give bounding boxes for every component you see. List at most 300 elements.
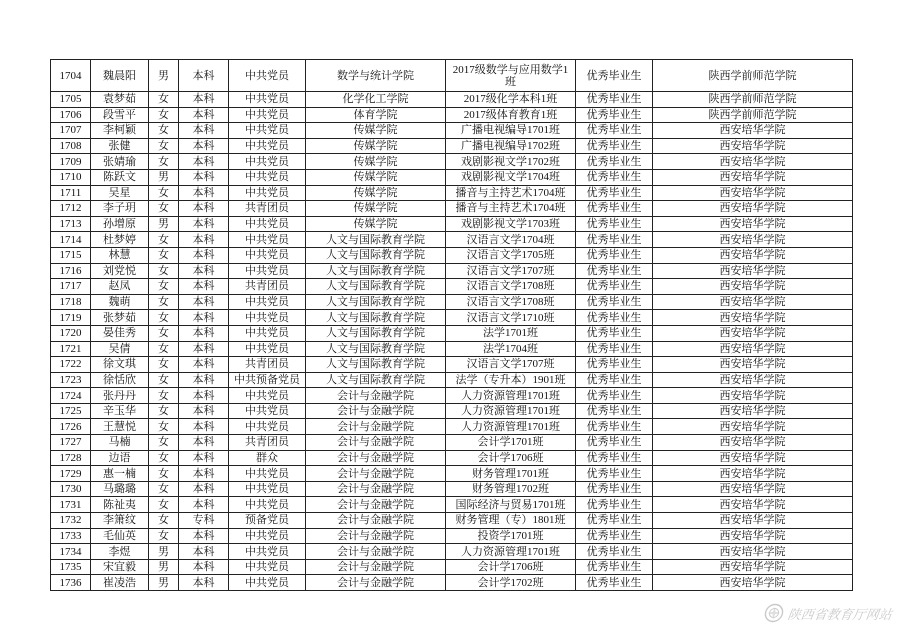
cell-political-status: 中共党员 xyxy=(229,325,306,341)
cell-class: 2017级化学本科1班 xyxy=(446,92,576,108)
cell-degree-level: 本科 xyxy=(179,388,229,404)
cell-school: 西安培华学院 xyxy=(653,403,853,419)
cell-degree-level: 本科 xyxy=(179,341,229,357)
cell-school: 西安培华学院 xyxy=(653,310,853,326)
cell-gender: 女 xyxy=(149,325,179,341)
cell-gender: 女 xyxy=(149,279,179,295)
cell-class: 戏剧影视文学1703班 xyxy=(446,216,576,232)
cell-number: 1731 xyxy=(51,497,91,513)
cell-number: 1719 xyxy=(51,310,91,326)
cell-gender: 女 xyxy=(149,388,179,404)
cell-award: 优秀毕业生 xyxy=(576,435,653,451)
table-row xyxy=(51,388,853,404)
cell-class: 国际经济与贸易1701班 xyxy=(446,497,576,513)
cell-college: 人文与国际教育学院 xyxy=(306,372,446,388)
cell-political-status: 共青团员 xyxy=(229,279,306,295)
table-row xyxy=(51,403,853,419)
table-row xyxy=(51,435,853,451)
cell-school: 西安培华学院 xyxy=(653,138,853,154)
cell-college: 会计与金融学院 xyxy=(306,403,446,419)
cell-degree-level: 本科 xyxy=(179,279,229,295)
cell-name: 徐文琪 xyxy=(91,357,149,373)
cell-degree-level: 本科 xyxy=(179,60,229,92)
cell-number: 1715 xyxy=(51,247,91,263)
cell-gender: 女 xyxy=(149,528,179,544)
cell-number: 1712 xyxy=(51,201,91,217)
table-row xyxy=(51,60,853,92)
cell-name: 晏佳秀 xyxy=(91,325,149,341)
cell-name: 马璐璐 xyxy=(91,481,149,497)
cell-name: 惠一楠 xyxy=(91,466,149,482)
cell-political-status: 中共党员 xyxy=(229,403,306,419)
table-row xyxy=(51,325,853,341)
cell-college: 化学化工学院 xyxy=(306,92,446,108)
cell-college: 传媒学院 xyxy=(306,169,446,185)
cell-class: 人力资源管理1701班 xyxy=(446,388,576,404)
table-row xyxy=(51,154,853,170)
cell-award: 优秀毕业生 xyxy=(576,466,653,482)
cell-gender: 男 xyxy=(149,544,179,560)
cell-award: 优秀毕业生 xyxy=(576,481,653,497)
table-row xyxy=(51,138,853,154)
cell-award: 优秀毕业生 xyxy=(576,60,653,92)
table-row xyxy=(51,466,853,482)
cell-gender: 女 xyxy=(149,138,179,154)
cell-political-status: 中共党员 xyxy=(229,247,306,263)
cell-number: 1735 xyxy=(51,559,91,575)
cell-degree-level: 本科 xyxy=(179,325,229,341)
watermark-text: 陕西省教育厅网站 xyxy=(786,607,893,623)
cell-school: 西安培华学院 xyxy=(653,279,853,295)
cell-political-status: 中共党员 xyxy=(229,123,306,139)
cell-award: 优秀毕业生 xyxy=(576,450,653,466)
cell-college: 会计与金融学院 xyxy=(306,450,446,466)
cell-award: 优秀毕业生 xyxy=(576,559,653,575)
cell-gender: 男 xyxy=(149,216,179,232)
cell-school: 西安培华学院 xyxy=(653,325,853,341)
table-row xyxy=(51,575,853,591)
cell-political-status: 共青团员 xyxy=(229,435,306,451)
cell-name: 李柯颖 xyxy=(91,123,149,139)
table-row xyxy=(51,513,853,529)
cell-name: 崔凌浩 xyxy=(91,575,149,591)
cell-award: 优秀毕业生 xyxy=(576,528,653,544)
cell-degree-level: 本科 xyxy=(179,403,229,419)
cell-gender: 女 xyxy=(149,263,179,279)
cell-number: 1718 xyxy=(51,294,91,310)
cell-college: 会计与金融学院 xyxy=(306,481,446,497)
cell-class: 汉语言文学1704班 xyxy=(446,232,576,248)
cell-award: 优秀毕业生 xyxy=(576,201,653,217)
cell-degree-level: 本科 xyxy=(179,528,229,544)
cell-class: 法学（专升本）1901班 xyxy=(446,372,576,388)
table-row xyxy=(51,357,853,373)
cell-number: 1730 xyxy=(51,481,91,497)
cell-class: 汉语言文学1705班 xyxy=(446,247,576,263)
cell-number: 1733 xyxy=(51,528,91,544)
cell-political-status: 中共党员 xyxy=(229,497,306,513)
cell-school: 西安培华学院 xyxy=(653,450,853,466)
table-row xyxy=(51,559,853,575)
cell-degree-level: 本科 xyxy=(179,154,229,170)
table-row xyxy=(51,201,853,217)
cell-political-status: 中共预备党员 xyxy=(229,372,306,388)
cell-name: 魏萌 xyxy=(91,294,149,310)
cell-class: 法学1701班 xyxy=(446,325,576,341)
cell-name: 陈跃文 xyxy=(91,169,149,185)
cell-award: 优秀毕业生 xyxy=(576,263,653,279)
cell-number: 1707 xyxy=(51,123,91,139)
cell-award: 优秀毕业生 xyxy=(576,279,653,295)
cell-political-status: 中共党员 xyxy=(229,232,306,248)
cell-number: 1711 xyxy=(51,185,91,201)
cell-gender: 男 xyxy=(149,60,179,92)
cell-political-status: 中共党员 xyxy=(229,169,306,185)
cell-political-status: 中共党员 xyxy=(229,154,306,170)
cell-school: 西安培华学院 xyxy=(653,185,853,201)
cell-degree-level: 本科 xyxy=(179,247,229,263)
watermark xyxy=(763,603,894,623)
table-row xyxy=(51,279,853,295)
cell-political-status: 中共党员 xyxy=(229,310,306,326)
cell-degree-level: 本科 xyxy=(179,497,229,513)
cell-college: 传媒学院 xyxy=(306,201,446,217)
cell-college: 传媒学院 xyxy=(306,138,446,154)
cell-college: 会计与金融学院 xyxy=(306,513,446,529)
cell-gender: 女 xyxy=(149,357,179,373)
cell-class: 汉语言文学1707班 xyxy=(446,263,576,279)
cell-degree-level: 本科 xyxy=(179,372,229,388)
cell-gender: 男 xyxy=(149,575,179,591)
cell-political-status: 中共党员 xyxy=(229,388,306,404)
cell-name: 宋宜毅 xyxy=(91,559,149,575)
cell-school: 西安培华学院 xyxy=(653,466,853,482)
cell-award: 优秀毕业生 xyxy=(576,419,653,435)
cell-name: 袁梦茹 xyxy=(91,92,149,108)
cell-name: 吴倩 xyxy=(91,341,149,357)
cell-class: 汉语言文学1710班 xyxy=(446,310,576,326)
cell-gender: 女 xyxy=(149,419,179,435)
cell-political-status: 中共党员 xyxy=(229,575,306,591)
cell-college: 传媒学院 xyxy=(306,154,446,170)
cell-college: 人文与国际教育学院 xyxy=(306,247,446,263)
cell-class: 戏剧影视文学1702班 xyxy=(446,154,576,170)
cell-number: 1736 xyxy=(51,575,91,591)
cell-name: 边语 xyxy=(91,450,149,466)
cell-school: 陕西学前师范学院 xyxy=(653,60,853,92)
cell-name: 张健 xyxy=(91,138,149,154)
cell-political-status: 中共党员 xyxy=(229,185,306,201)
cell-award: 优秀毕业生 xyxy=(576,544,653,560)
table-row xyxy=(51,216,853,232)
cell-number: 1723 xyxy=(51,372,91,388)
cell-college: 传媒学院 xyxy=(306,185,446,201)
cell-name: 王慧悦 xyxy=(91,419,149,435)
cell-name: 孙增原 xyxy=(91,216,149,232)
cell-award: 优秀毕业生 xyxy=(576,294,653,310)
table-row xyxy=(51,528,853,544)
cell-award: 优秀毕业生 xyxy=(576,138,653,154)
cell-degree-level: 本科 xyxy=(179,169,229,185)
cell-gender: 男 xyxy=(149,559,179,575)
cell-award: 优秀毕业生 xyxy=(576,123,653,139)
cell-college: 人文与国际教育学院 xyxy=(306,263,446,279)
cell-school: 西安培华学院 xyxy=(653,544,853,560)
cell-class: 人力资源管理1701班 xyxy=(446,544,576,560)
cell-political-status: 中共党员 xyxy=(229,216,306,232)
cell-number: 1709 xyxy=(51,154,91,170)
cell-degree-level: 本科 xyxy=(179,216,229,232)
table-row xyxy=(51,169,853,185)
cell-class: 播音与主持艺术1704班 xyxy=(446,185,576,201)
cell-number: 1726 xyxy=(51,419,91,435)
cell-gender: 女 xyxy=(149,372,179,388)
table-row xyxy=(51,123,853,139)
cell-name: 张婧瑜 xyxy=(91,154,149,170)
cell-award: 优秀毕业生 xyxy=(576,247,653,263)
cell-degree-level: 本科 xyxy=(179,107,229,123)
cell-class: 会计学1706班 xyxy=(446,559,576,575)
cell-gender: 女 xyxy=(149,450,179,466)
table-row xyxy=(51,247,853,263)
cell-college: 人文与国际教育学院 xyxy=(306,232,446,248)
cell-gender: 女 xyxy=(149,92,179,108)
cell-class: 汉语言文学1708班 xyxy=(446,279,576,295)
cell-college: 体育学院 xyxy=(306,107,446,123)
cell-school: 西安培华学院 xyxy=(653,294,853,310)
table-row xyxy=(51,232,853,248)
cell-class: 财务管理1702班 xyxy=(446,481,576,497)
cell-college: 会计与金融学院 xyxy=(306,528,446,544)
cell-name: 段雪平 xyxy=(91,107,149,123)
graduate-list-table xyxy=(50,59,853,591)
cell-school: 西安培华学院 xyxy=(653,216,853,232)
cell-political-status: 中共党员 xyxy=(229,544,306,560)
cell-college: 会计与金融学院 xyxy=(306,559,446,575)
cell-political-status: 中共党员 xyxy=(229,466,306,482)
cell-college: 人文与国际教育学院 xyxy=(306,341,446,357)
cell-political-status: 中共党员 xyxy=(229,107,306,123)
cell-number: 1734 xyxy=(51,544,91,560)
cell-political-status: 中共党员 xyxy=(229,263,306,279)
cell-political-status: 中共党员 xyxy=(229,559,306,575)
cell-gender: 女 xyxy=(149,232,179,248)
cell-school: 西安培华学院 xyxy=(653,169,853,185)
table-row xyxy=(51,310,853,326)
cell-award: 优秀毕业生 xyxy=(576,575,653,591)
cell-number: 1721 xyxy=(51,341,91,357)
cell-political-status: 中共党员 xyxy=(229,138,306,154)
table-row xyxy=(51,341,853,357)
cell-school: 西安培华学院 xyxy=(653,247,853,263)
cell-gender: 女 xyxy=(149,107,179,123)
cell-degree-level: 本科 xyxy=(179,559,229,575)
cell-degree-level: 本科 xyxy=(179,310,229,326)
cell-degree-level: 本科 xyxy=(179,185,229,201)
cell-class: 法学1704班 xyxy=(446,341,576,357)
cell-college: 人文与国际教育学院 xyxy=(306,310,446,326)
cell-award: 优秀毕业生 xyxy=(576,232,653,248)
cell-name: 魏晨阳 xyxy=(91,60,149,92)
cell-class: 2017级体育教育1班 xyxy=(446,107,576,123)
cell-award: 优秀毕业生 xyxy=(576,107,653,123)
cell-name: 李子玥 xyxy=(91,201,149,217)
cell-award: 优秀毕业生 xyxy=(576,185,653,201)
cell-class: 会计学1702班 xyxy=(446,575,576,591)
cell-degree-level: 本科 xyxy=(179,357,229,373)
cell-school: 陕西学前师范学院 xyxy=(653,107,853,123)
cell-degree-level: 本科 xyxy=(179,575,229,591)
cell-political-status: 中共党员 xyxy=(229,60,306,92)
cell-college: 人文与国际教育学院 xyxy=(306,325,446,341)
cell-school: 西安培华学院 xyxy=(653,419,853,435)
cell-political-status: 共青团员 xyxy=(229,201,306,217)
cell-degree-level: 本科 xyxy=(179,466,229,482)
cell-college: 传媒学院 xyxy=(306,123,446,139)
cell-name: 马楠 xyxy=(91,435,149,451)
cell-class: 财务管理（专）1801班 xyxy=(446,513,576,529)
cell-degree-level: 本科 xyxy=(179,263,229,279)
cell-college: 人文与国际教育学院 xyxy=(306,294,446,310)
cell-number: 1708 xyxy=(51,138,91,154)
cell-political-status: 中共党员 xyxy=(229,294,306,310)
cell-college: 会计与金融学院 xyxy=(306,497,446,513)
cell-school: 西安培华学院 xyxy=(653,435,853,451)
cell-political-status: 中共党员 xyxy=(229,419,306,435)
cell-school: 西安培华学院 xyxy=(653,497,853,513)
cell-degree-level: 本科 xyxy=(179,544,229,560)
cell-name: 杜梦婷 xyxy=(91,232,149,248)
cell-degree-level: 本科 xyxy=(179,232,229,248)
cell-number: 1705 xyxy=(51,92,91,108)
cell-school: 西安培华学院 xyxy=(653,513,853,529)
cell-degree-level: 本科 xyxy=(179,419,229,435)
cell-school: 西安培华学院 xyxy=(653,481,853,497)
cell-gender: 女 xyxy=(149,154,179,170)
cell-college: 会计与金融学院 xyxy=(306,466,446,482)
cell-political-status: 中共党员 xyxy=(229,528,306,544)
cell-class: 人力资源管理1701班 xyxy=(446,403,576,419)
cell-political-status: 预备党员 xyxy=(229,513,306,529)
cell-name: 徐恬欣 xyxy=(91,372,149,388)
cell-award: 优秀毕业生 xyxy=(576,497,653,513)
cell-class: 广播电视编导1702班 xyxy=(446,138,576,154)
cell-number: 1732 xyxy=(51,513,91,529)
cell-school: 西安培华学院 xyxy=(653,559,853,575)
cell-school: 西安培华学院 xyxy=(653,388,853,404)
cell-gender: 女 xyxy=(149,185,179,201)
cell-college: 会计与金融学院 xyxy=(306,435,446,451)
cell-name: 赵凤 xyxy=(91,279,149,295)
cell-number: 1717 xyxy=(51,279,91,295)
cell-gender: 男 xyxy=(149,169,179,185)
cell-college: 会计与金融学院 xyxy=(306,544,446,560)
cell-gender: 女 xyxy=(149,403,179,419)
table-row xyxy=(51,372,853,388)
cell-award: 优秀毕业生 xyxy=(576,325,653,341)
cell-name: 李箫纹 xyxy=(91,513,149,529)
cell-class: 会计学1701班 xyxy=(446,435,576,451)
cell-college: 人文与国际教育学院 xyxy=(306,279,446,295)
table-row xyxy=(51,107,853,123)
cell-award: 优秀毕业生 xyxy=(576,372,653,388)
cell-name: 张梦茹 xyxy=(91,310,149,326)
cell-college: 数学与统计学院 xyxy=(306,60,446,92)
cell-name: 毛仙英 xyxy=(91,528,149,544)
cell-award: 优秀毕业生 xyxy=(576,169,653,185)
cell-name: 吴星 xyxy=(91,185,149,201)
cell-degree-level: 本科 xyxy=(179,201,229,217)
cell-degree-level: 本科 xyxy=(179,92,229,108)
cell-class: 会计学1706班 xyxy=(446,450,576,466)
cell-class: 播音与主持艺术1704班 xyxy=(446,201,576,217)
cell-school: 西安培华学院 xyxy=(653,263,853,279)
cell-school: 西安培华学院 xyxy=(653,341,853,357)
cell-name: 辛玉华 xyxy=(91,403,149,419)
cell-name: 李煜 xyxy=(91,544,149,560)
cell-number: 1706 xyxy=(51,107,91,123)
cell-political-status: 中共党员 xyxy=(229,92,306,108)
cell-degree-level: 本科 xyxy=(179,138,229,154)
cell-award: 优秀毕业生 xyxy=(576,310,653,326)
cell-gender: 女 xyxy=(149,466,179,482)
cell-number: 1724 xyxy=(51,388,91,404)
cell-class: 2017级数学与应用数学1班 xyxy=(446,60,576,92)
cell-gender: 女 xyxy=(149,497,179,513)
cell-degree-level: 本科 xyxy=(179,450,229,466)
cell-school: 西安培华学院 xyxy=(653,575,853,591)
cell-gender: 女 xyxy=(149,123,179,139)
cell-number: 1725 xyxy=(51,403,91,419)
cell-award: 优秀毕业生 xyxy=(576,357,653,373)
cell-college: 传媒学院 xyxy=(306,216,446,232)
table-row xyxy=(51,450,853,466)
cell-college: 会计与金融学院 xyxy=(306,388,446,404)
cell-number: 1704 xyxy=(51,60,91,92)
cell-award: 优秀毕业生 xyxy=(576,341,653,357)
table-row xyxy=(51,294,853,310)
table-row xyxy=(51,497,853,513)
cell-award: 优秀毕业生 xyxy=(576,92,653,108)
cell-number: 1727 xyxy=(51,435,91,451)
cell-school: 西安培华学院 xyxy=(653,154,853,170)
cell-name: 张丹丹 xyxy=(91,388,149,404)
cell-class: 广播电视编导1701班 xyxy=(446,123,576,139)
cell-number: 1710 xyxy=(51,169,91,185)
cell-number: 1716 xyxy=(51,263,91,279)
cell-gender: 女 xyxy=(149,481,179,497)
cell-class: 汉语言文学1707班 xyxy=(446,357,576,373)
cell-class: 戏剧影视文学1704班 xyxy=(446,169,576,185)
cell-award: 优秀毕业生 xyxy=(576,513,653,529)
cell-number: 1728 xyxy=(51,450,91,466)
cell-college: 会计与金融学院 xyxy=(306,419,446,435)
cell-political-status: 群众 xyxy=(229,450,306,466)
table-row xyxy=(51,263,853,279)
cell-school: 西安培华学院 xyxy=(653,372,853,388)
cell-degree-level: 本科 xyxy=(179,481,229,497)
cell-gender: 女 xyxy=(149,310,179,326)
cell-number: 1722 xyxy=(51,357,91,373)
cell-gender: 女 xyxy=(149,247,179,263)
table-row xyxy=(51,185,853,201)
cell-name: 陈祉夷 xyxy=(91,497,149,513)
cell-degree-level: 本科 xyxy=(179,294,229,310)
table-row xyxy=(51,544,853,560)
cell-name: 刘党悦 xyxy=(91,263,149,279)
cell-school: 西安培华学院 xyxy=(653,357,853,373)
cell-degree-level: 本科 xyxy=(179,123,229,139)
